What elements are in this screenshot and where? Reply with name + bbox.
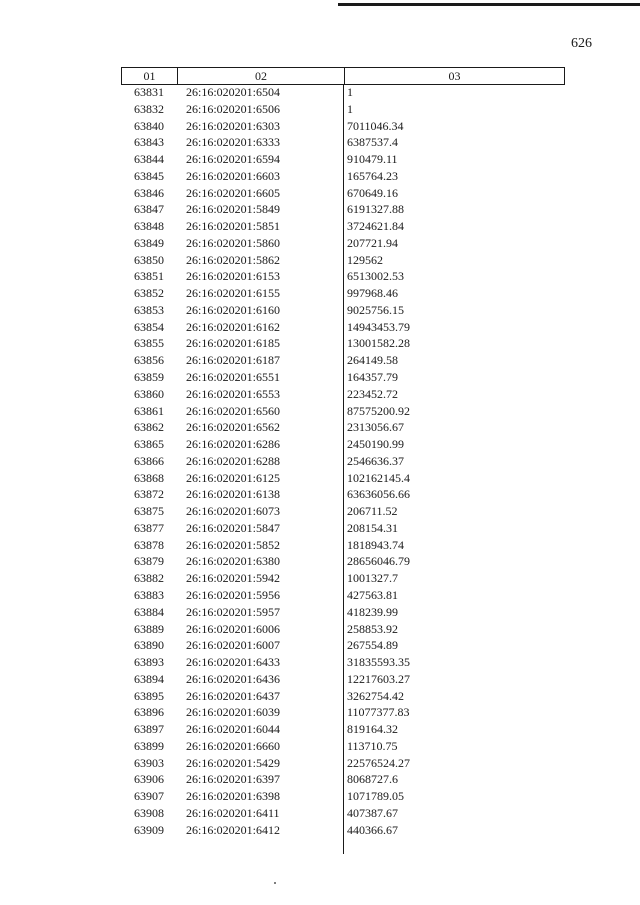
cell-col-01: 63895: [134, 688, 164, 703]
cell-col-03: 208154.31: [347, 520, 398, 535]
cell-col-03: 418239.99: [347, 604, 398, 619]
cell-col-02: 26:16:020201:5849: [186, 202, 281, 217]
cell-col-02: 26:16:020201:5957: [186, 604, 281, 619]
cell-col-02: 26:16:020201:5847: [186, 520, 281, 535]
cell-col-01: 63878: [134, 537, 164, 552]
table-row: [121, 570, 565, 587]
table-row: [121, 553, 565, 570]
cell-col-03: 7011046.34: [347, 118, 404, 133]
cell-col-02: 26:16:020201:6506: [186, 101, 281, 116]
table-row: [121, 738, 565, 755]
table-row: [121, 587, 565, 604]
cell-col-02: 26:16:020201:6286: [186, 437, 281, 452]
cell-col-01: 63909: [134, 822, 164, 837]
cell-col-03: 819164.32: [347, 722, 398, 737]
table-row: [121, 352, 565, 369]
cell-col-03: 1: [347, 85, 353, 99]
table-header: [121, 67, 565, 85]
cell-col-02: 26:16:020201:6660: [186, 738, 281, 753]
header-col-02: 02: [178, 68, 345, 84]
scan-dot: [274, 882, 276, 884]
cell-col-03: 2546636.37: [347, 453, 404, 468]
cell-col-01: 63845: [134, 168, 164, 183]
cell-col-02: 26:16:020201:6398: [186, 789, 281, 804]
cell-col-02: 26:16:020201:6187: [186, 353, 281, 368]
cell-col-02: 26:16:020201:6138: [186, 487, 281, 502]
cell-col-03: 1818943.74: [347, 537, 404, 552]
cell-col-01: 63866: [134, 453, 164, 468]
cell-col-01: 63893: [134, 655, 164, 670]
table-row: [121, 537, 565, 554]
cell-col-02: 26:16:020201:6155: [186, 286, 281, 301]
cell-col-01: 63831: [134, 85, 164, 99]
cell-col-02: 26:16:020201:6006: [186, 621, 281, 636]
cell-col-03: 13001582.28: [347, 336, 410, 351]
cell-col-01: 63889: [134, 621, 164, 636]
cell-col-01: 63851: [134, 269, 164, 284]
cell-col-01: 63897: [134, 722, 164, 737]
cell-col-03: 407387.67: [347, 805, 398, 820]
cell-col-03: 2450190.99: [347, 437, 404, 452]
cell-col-02: 26:16:020201:6560: [186, 403, 281, 418]
cell-col-02: 26:16:020201:6397: [186, 772, 281, 787]
table-row: [121, 520, 565, 537]
cell-col-02: 26:16:020201:5862: [186, 252, 281, 267]
cell-col-01: 63894: [134, 671, 164, 686]
cell-col-01: 63883: [134, 587, 164, 602]
cell-col-01: 63896: [134, 705, 164, 720]
table-row: [121, 185, 565, 202]
cell-col-03: 102162145.4: [347, 470, 410, 485]
cell-col-03: 440366.67: [347, 822, 398, 837]
cell-col-01: 63854: [134, 319, 164, 334]
cell-col-01: 63856: [134, 353, 164, 368]
cell-col-01: 63882: [134, 571, 164, 586]
table-row: [121, 419, 565, 436]
cell-col-01: 63861: [134, 403, 164, 418]
table-row: [121, 470, 565, 487]
table-row: [121, 302, 565, 319]
table-row: [121, 486, 565, 503]
cell-col-02: 26:16:020201:6411: [186, 805, 280, 820]
table-row: [121, 84, 565, 101]
cell-col-02: 26:16:020201:5956: [186, 587, 281, 602]
cell-col-03: 1001327.7: [347, 571, 398, 586]
cell-col-03: 910479.11: [347, 152, 398, 167]
cell-col-03: 3262754.42: [347, 688, 404, 703]
cell-col-02: 26:16:020201:6380: [186, 554, 281, 569]
cell-col-02: 26:16:020201:6551: [186, 370, 281, 385]
cell-col-01: 63853: [134, 302, 164, 317]
cell-col-02: 26:16:020201:6073: [186, 504, 281, 519]
cell-col-02: 26:16:020201:6039: [186, 705, 281, 720]
cell-col-01: 63855: [134, 336, 164, 351]
table-row: [121, 671, 565, 688]
cell-col-01: 63903: [134, 755, 164, 770]
cell-col-02: 26:16:020201:6007: [186, 638, 281, 653]
header-col-01: 01: [122, 68, 178, 84]
cell-col-01: 63832: [134, 101, 164, 116]
cell-col-03: 31835593.35: [347, 655, 410, 670]
cell-col-02: 26:16:020201:5851: [186, 219, 281, 234]
cell-col-02: 26:16:020201:6433: [186, 655, 281, 670]
cell-col-02: 26:16:020201:6303: [186, 118, 281, 133]
cell-col-02: 26:16:020201:6160: [186, 302, 281, 317]
cell-col-01: 63848: [134, 219, 164, 234]
cell-col-03: 113710.75: [347, 738, 398, 753]
table-row: [121, 637, 565, 654]
table-row: [121, 252, 565, 269]
cell-col-02: 26:16:020201:6044: [186, 722, 281, 737]
cell-col-01: 63847: [134, 202, 164, 217]
table-row: [121, 101, 565, 118]
cell-col-02: 26:16:020201:6603: [186, 168, 281, 183]
cell-col-03: 670649.16: [347, 185, 398, 200]
table-row: [121, 788, 565, 805]
cell-col-02: 26:16:020201:5429: [186, 755, 281, 770]
cell-col-01: 63862: [134, 420, 164, 435]
cell-col-02: 26:16:020201:6437: [186, 688, 281, 703]
cell-col-02: 26:16:020201:6553: [186, 386, 281, 401]
table-row: [121, 268, 565, 285]
cell-col-01: 63884: [134, 604, 164, 619]
table-row: [121, 285, 565, 302]
cell-col-01: 63890: [134, 638, 164, 653]
cell-col-03: 258853.92: [347, 621, 398, 636]
table-row: [121, 721, 565, 738]
cell-col-03: 264149.58: [347, 353, 398, 368]
cell-col-03: 206711.52: [347, 504, 398, 519]
cell-col-01: 63907: [134, 789, 164, 804]
table-row: [121, 369, 565, 386]
cell-col-01: 63852: [134, 286, 164, 301]
cell-col-01: 63859: [134, 370, 164, 385]
cell-col-03: 6387537.4: [347, 135, 398, 150]
table-row: [121, 436, 565, 453]
cell-col-02: 26:16:020201:5852: [186, 537, 281, 552]
table-row: [121, 604, 565, 621]
cell-col-03: 207721.94: [347, 235, 398, 250]
cell-col-03: 1071789.05: [347, 789, 404, 804]
cell-col-02: 26:16:020201:6333: [186, 135, 281, 150]
cell-col-03: 63636056.66: [347, 487, 410, 502]
cell-col-01: 63840: [134, 118, 164, 133]
table-row: [121, 403, 565, 420]
cell-col-01: 63844: [134, 152, 164, 167]
cell-col-03: 129562: [347, 252, 383, 267]
cell-col-03: 28656046.79: [347, 554, 410, 569]
cell-col-01: 63865: [134, 437, 164, 452]
table-row: [121, 688, 565, 705]
cell-col-02: 26:16:020201:6288: [186, 453, 281, 468]
table-row: [121, 386, 565, 403]
cell-col-01: 63877: [134, 520, 164, 535]
table-row: [121, 151, 565, 168]
table-row: [121, 335, 565, 352]
table-row: [121, 805, 565, 822]
cell-col-01: 63908: [134, 805, 164, 820]
cell-col-03: 267554.89: [347, 638, 398, 653]
cell-col-02: 26:16:020201:5860: [186, 235, 281, 250]
cell-col-03: 997968.46: [347, 286, 398, 301]
cell-col-01: 63899: [134, 738, 164, 753]
table-row: [121, 201, 565, 218]
cell-col-02: 26:16:020201:6412: [186, 822, 281, 837]
cell-col-02: 26:16:020201:5942: [186, 571, 281, 586]
cell-col-01: 63875: [134, 504, 164, 519]
page-number: 626: [571, 36, 592, 51]
cell-col-02: 26:16:020201:6504: [186, 85, 281, 99]
cell-col-02: 26:16:020201:6562: [186, 420, 281, 435]
table-row: [121, 235, 565, 252]
cell-col-01: 63868: [134, 470, 164, 485]
table-row: [121, 503, 565, 520]
table-row: [121, 621, 565, 638]
table-row: [121, 118, 565, 135]
table-row: [121, 134, 565, 151]
table-row: [121, 654, 565, 671]
table-row: [121, 453, 565, 470]
cell-col-02: 26:16:020201:6125: [186, 470, 281, 485]
cell-col-03: 14943453.79: [347, 319, 410, 334]
cell-col-01: 63846: [134, 185, 164, 200]
cell-col-03: 165764.23: [347, 168, 398, 183]
cell-col-01: 63906: [134, 772, 164, 787]
cell-col-03: 223452.72: [347, 386, 398, 401]
table-row: [121, 218, 565, 235]
cell-col-03: 3724621.84: [347, 219, 404, 234]
cell-col-01: 63849: [134, 235, 164, 250]
cell-col-03: 6191327.88: [347, 202, 404, 217]
cell-col-03: 9025756.15: [347, 302, 404, 317]
cell-col-01: 63872: [134, 487, 164, 502]
table-row: [121, 168, 565, 185]
cell-col-03: 11077377.83: [347, 705, 410, 720]
cell-col-01: 63860: [134, 386, 164, 401]
cell-col-01: 63843: [134, 135, 164, 150]
table-row: [121, 319, 565, 336]
cell-col-03: 427563.81: [347, 587, 398, 602]
table-row: [121, 822, 565, 839]
table-row: [121, 771, 565, 788]
table-body: [121, 84, 565, 838]
cell-col-01: 63879: [134, 554, 164, 569]
cell-col-03: 6513002.53: [347, 269, 404, 284]
cell-col-02: 26:16:020201:6185: [186, 336, 281, 351]
cell-col-03: 22576524.27: [347, 755, 410, 770]
header-col-03: 03: [448, 69, 461, 83]
cell-col-02: 26:16:020201:6162: [186, 319, 281, 334]
cell-col-03: 87575200.92: [347, 403, 410, 418]
table-row: [121, 704, 565, 721]
top-rule: [338, 3, 640, 6]
cell-col-03: 164357.79: [347, 370, 398, 385]
cell-col-02: 26:16:020201:6605: [186, 185, 281, 200]
table-row: [121, 755, 565, 772]
cell-col-02: 26:16:020201:6594: [186, 152, 281, 167]
cell-col-03: 8068727.6: [347, 772, 398, 787]
cell-col-03: 2313056.67: [347, 420, 404, 435]
cell-col-01: 63850: [134, 252, 164, 267]
cell-col-02: 26:16:020201:6436: [186, 671, 281, 686]
cell-col-02: 26:16:020201:6153: [186, 269, 281, 284]
cell-col-03: 12217603.27: [347, 671, 410, 686]
cell-col-03: 1: [347, 101, 353, 116]
